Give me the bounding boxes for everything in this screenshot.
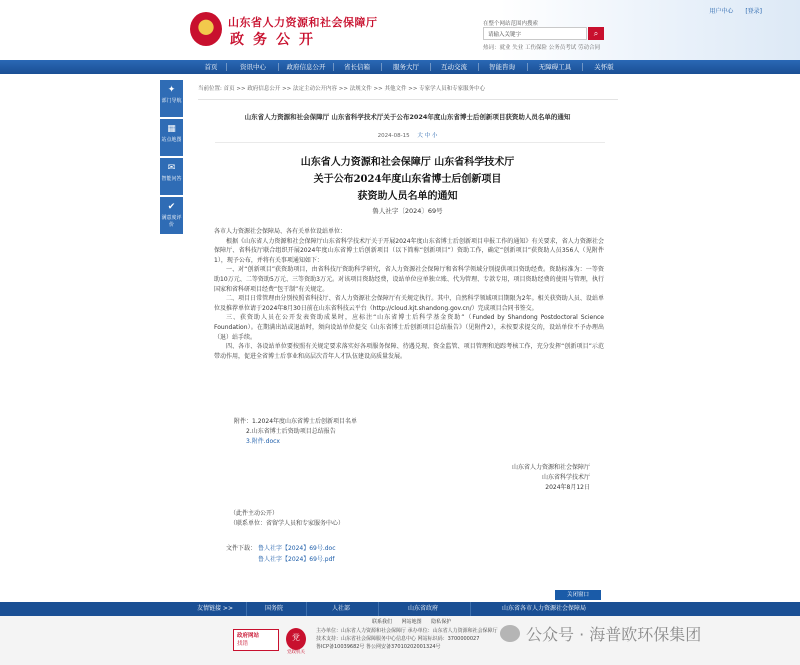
nav-item-interaction[interactable]: 互动交流 [441,63,467,71]
compass-icon: ✦ [167,85,176,95]
nav-item-smart-consult[interactable]: 智能咨询 [489,63,515,71]
file-downloads [226,543,336,565]
breadcrumb[interactable]: 当前位置: 首页 >> 政府信息公开 >> 法定主动公开内容 >> 法规文件 >> 其他文件 >> 专家学人员和专家服务中心 [198,86,486,92]
side-toolbar [160,80,183,235]
sitemap-icon: ▦ [167,124,176,134]
wechat-icon [500,625,520,642]
login-link[interactable]: [登录] [745,8,762,15]
signer: 山东省科学技术厅 [541,474,590,481]
hot-words[interactable]: 热词：就业 失业 工伤保险 公务员考试 劳动合同 [483,45,600,51]
sidebar-item-sitemap[interactable]: ▦ 站点地图 [160,119,183,156]
national-emblem-icon [190,12,222,46]
download-link-doc[interactable]: 鲁人社字【2024】69号.doc [257,545,336,552]
search-scope-label: 在整个网站范围内搜索 [483,21,539,27]
nav-item-service-hall[interactable]: 服务大厅 [393,63,419,71]
article-body [214,227,604,361]
site-header [0,0,800,60]
signer: 山东省人力资源和社会保障厅 [511,464,590,471]
paragraph: 四、各市、各设站单位要按照有关规定要求落实好各项服务保障、待遇兑现、资金监管、项目管理和追踪考核工作，充分发挥“创新项目”示范带动作用，促进全省博士后事业和高层次青年人才队伍建设高质量发展。 [214,343,604,360]
contact-note: （联系单位：省留学人员和专家服务中心） [230,520,345,527]
site-subtitle: 政务公开 [230,32,322,48]
public-note: （此件主动公开） [230,510,279,517]
attachments [234,417,357,447]
font-size-switch[interactable]: 大 中 小 [417,133,438,139]
attachment-item: 2.山东省博士后资助项目总结报告 [246,428,336,435]
greeting: 各市人力资源社会保障局、各有关单位设站单位： [214,228,347,235]
article-header-title: 山东省人力资源和社会保障厅 山东省科学技术厅关于公布2024年度山东省博士后创新项目获资助人员名单的通知 [244,113,571,121]
sidebar-item-satisfaction[interactable]: ✔ 满意度评价 [160,197,183,234]
nav-item-care-mode[interactable]: 关怀版 [594,63,614,71]
footer-line: 技术支持：山东省社会保障服务中心信息中心 网站标识码：3700000027 [316,636,480,642]
download-link-pdf[interactable]: 鲁人社字【2024】69号.pdf [258,556,335,563]
footer-link[interactable]: 隐私保护 [431,619,452,625]
sidebar-item-smart-qa[interactable]: ✉ 智能问答 [160,158,183,195]
divider [198,99,618,100]
publish-date: 2024-08-15 [377,133,410,139]
close-window-button[interactable]: 关闭窗口 [555,590,601,600]
link-state-council[interactable]: 国务院 [264,605,283,612]
sidebar-item-dept-nav[interactable]: ✦ 部门导航 [160,80,183,117]
article-title-line-1: 山东省人力资源和社会保障厅 山东省科学技术厅 [300,157,515,168]
paragraph: 根据《山东省人力资源和社会保障厅山东省科学技术厅关于开展2024年度山东省博士后创新项目申报工作的通知》有关要求，省人力资源社会保障厅、省科技厅联合组织开展2024年度山东省博士后创新项目（以下简称“创新项目”）资助工作，确定“创新项目”获资助人员356人（见附件1），现予公布，并将有关事项通知如下： [214,237,604,264]
gov-site-error-badge[interactable]: 政府网站 找错 [233,629,279,651]
footer-info [316,627,498,651]
paragraph: 一、对“创新项目”获资助项目，由省科技厅资助科学研究，省人力资源社会保障厅和省科学领域分别提供项目资助经费。资助标准为：一等资助10万元、二等资助5万元、三等资助3万元。对该项目资助经费，设站单位应单独立账、代为管理、专款专用，项目资助经费的使用与管理，执行国家和省科研项目经费“包干制”有关规定。 [214,266,604,293]
friend-links-label: 友情链接 >> [197,605,233,612]
link-city-hrss[interactable]: 山东省各市人力资源社会保障局 [501,605,586,612]
site-title[interactable]: 山东省人力资源和社会保障厅 [228,16,378,29]
attachment-link[interactable]: 3.附件.docx [246,438,280,445]
link-mohrss[interactable]: 人社部 [331,605,350,612]
main-nav [0,60,800,74]
footer-line: 鲁ICP备10039682号 鲁公网安备37010202001324号 [316,644,441,650]
signature-block [480,463,590,493]
footer-link[interactable]: 网站地图 [401,619,422,625]
article-title-line-2: 关于公布2024年度山东省博士后创新项目 [313,174,502,185]
paragraph: 三、获资助人员在公开发表资助成果时，应标注“山东省博士后科学基金资助”（Funded by Shandong Postdoctoral Science Foundation）。在期满出站或退站时，须向设站单位提交《山东省博士后创新项目总结报告》（见附件2），未按要求提交的，设站单位不予办理出（退）站手续。 [214,314,604,341]
article-meta [200,131,615,139]
publication-notes [230,509,344,529]
article-title-line-3: 获资助人员名单的通知 [357,191,458,202]
attachments-label: 附件： [234,418,253,425]
party-gov-badge-icon[interactable]: 党 党政机关 [286,628,306,650]
nav-item-accessibility[interactable]: 无障碍工具 [538,63,572,71]
nav-item-mailbox[interactable]: 省长信箱 [344,63,370,71]
footer-link[interactable]: 联系我们 [372,619,393,625]
search-icon[interactable]: ⌕ [588,27,604,40]
divider [215,142,605,143]
footer-line: 主办单位：山东省人力资源和社会保障厅 承办单位：山东省人力资源和社会保障厅 [316,628,498,634]
chat-icon: ✉ [167,163,176,173]
document-number: 鲁人社字〔2024〕69号 [372,207,443,215]
watermark: 公众号 · 海普欧环保集团 [500,622,701,645]
search-input[interactable]: 请输入关键字 [483,27,587,40]
thumbs-up-icon: ✔ [167,202,176,212]
nav-item-gov-info[interactable]: 政府信息公开 [286,63,326,71]
nav-item-home[interactable]: 首页 [204,63,218,71]
link-shandong-gov[interactable]: 山东省政府 [407,605,438,612]
user-center-link[interactable]: 用户中心 [709,8,734,15]
sign-date: 2024年8月12日 [545,484,590,491]
download-label: 文件下载： [226,545,257,552]
footer-links [372,618,459,625]
friend-links-bar [0,602,800,616]
paragraph: 二、项目日常管理由分别按照省科技厅、省人力资源社会保障厅有关规定执行。其中，自然科学领域项目期限为2年。相关获资助人员、设站单位及推荐单位请于2024年8月30日前在山东省科技云平台（http://cloud.kjt.shandong.gov.cn/）完成项目合同书签交。 [214,295,604,312]
top-links [699,6,762,15]
attachment-item: 1.2024年度山东省博士后创新项目名单 [252,418,358,425]
nav-item-news[interactable]: 资讯中心 [240,63,266,71]
